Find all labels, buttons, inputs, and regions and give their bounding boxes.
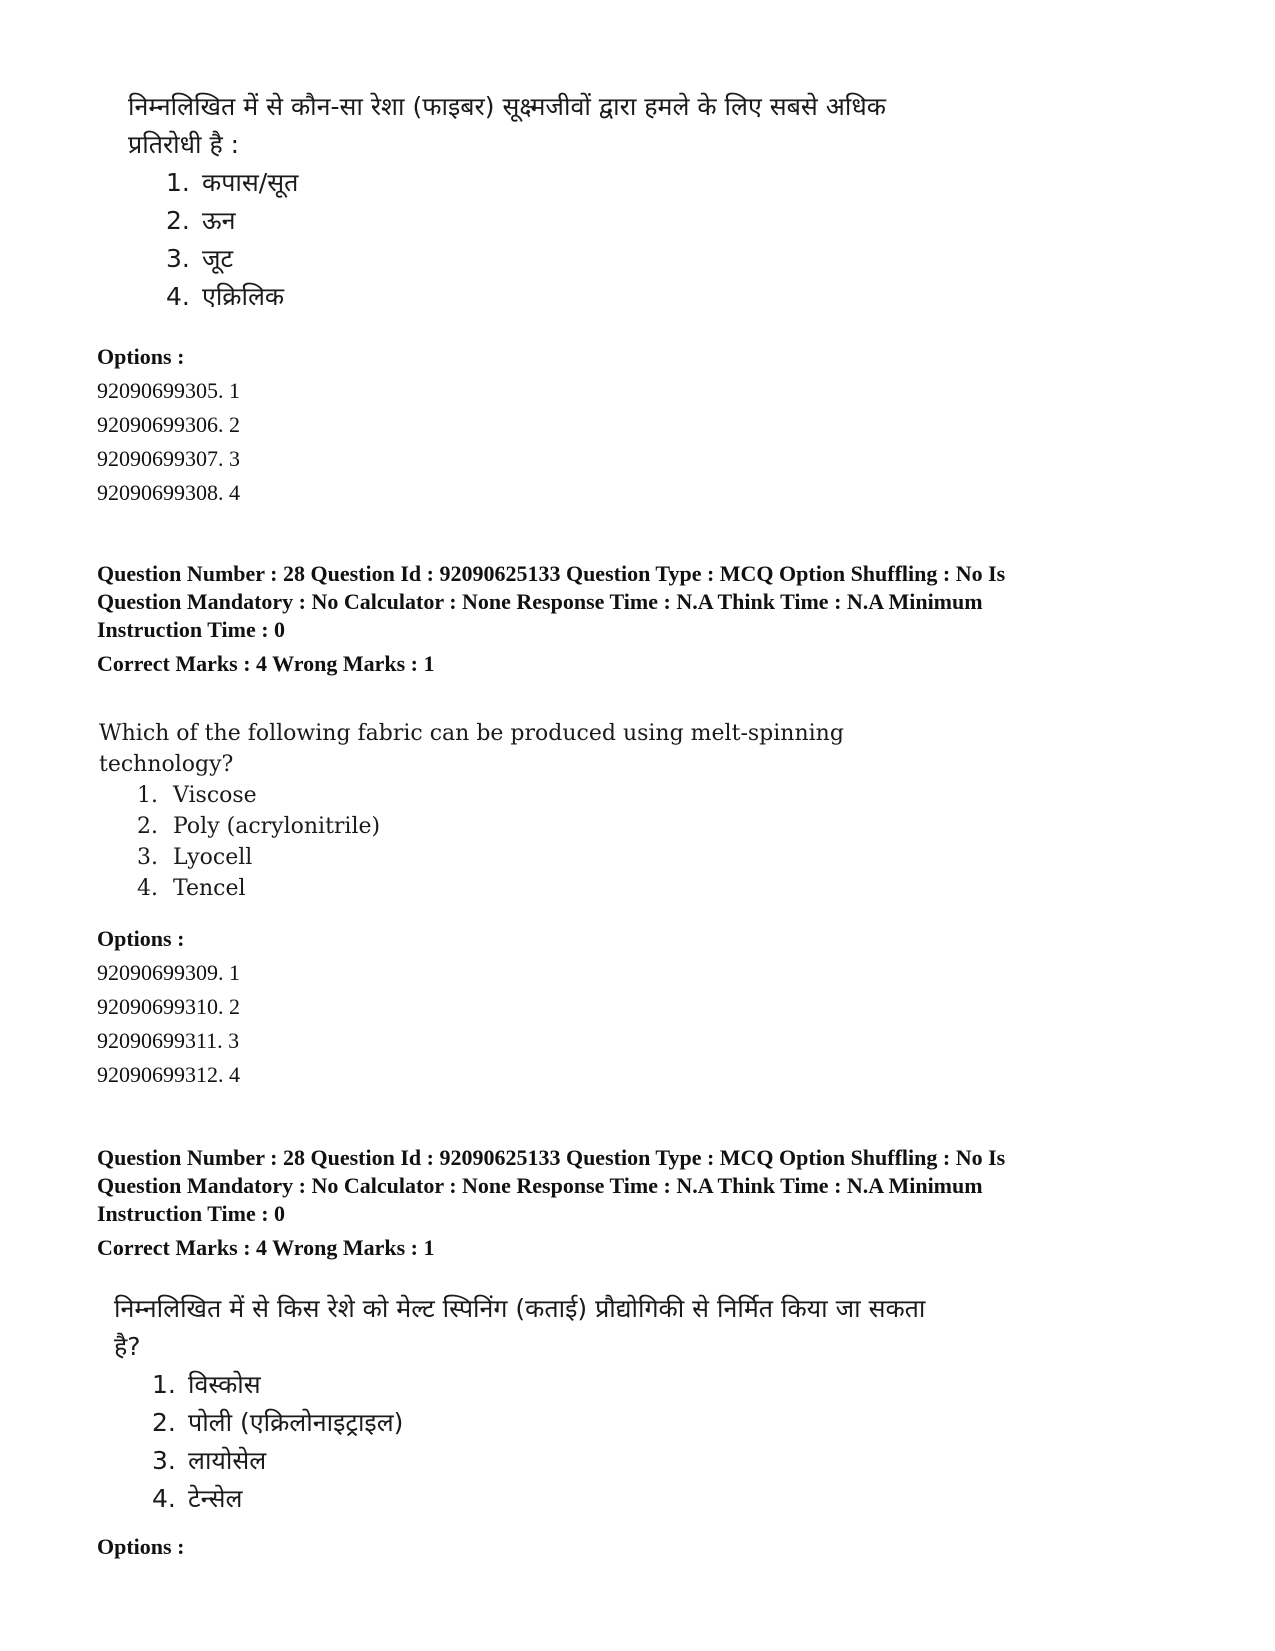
marks-line: Correct Marks : 4 Wrong Marks : 1	[97, 651, 435, 676]
options-section-3	[97, 1530, 184, 1564]
question-line: निम्नलिखित में से किस रेशे को मेल्ट स्पिनिंग (कताई) प्रौद्योगिकी से निर्मित किया जा सकता	[114, 1294, 926, 1323]
options-heading: Options :	[97, 1534, 185, 1559]
options-heading: Options :	[97, 926, 185, 951]
choice-item: 2. Poly (acrylonitrile)	[137, 814, 381, 839]
option-line: 92090699308. 4	[97, 480, 240, 505]
option-line: 92090699311. 3	[97, 1028, 240, 1053]
choice-item: 2. पोली (एक्रिलोनाइट्राइल)	[152, 1408, 404, 1437]
question-line: है?	[114, 1332, 141, 1361]
question-text-english	[99, 718, 999, 904]
choice-item: 4. टेन्सेल	[152, 1484, 243, 1513]
choice-item: 1. Viscose	[137, 783, 257, 808]
option-line: 92090699309. 1	[97, 960, 240, 985]
meta-line: Question Mandatory : No Calculator : None Response Time : N.A Think Time : N.A Minimum	[97, 1173, 983, 1198]
question-line: निम्नलिखित में से कौन-सा रेशा (फाइबर) सूक्ष्मजीवों द्वारा हमले के लिए सबसे अधिक	[128, 92, 886, 121]
question-line: technology?	[99, 752, 234, 777]
meta-line: Question Number : 28 Question Id : 92090625133 Question Type : MCQ Option Shuffling : No Is	[97, 1145, 1006, 1170]
option-line: 92090699305. 1	[97, 378, 240, 403]
choice-item: 3. जूट	[166, 244, 234, 273]
question-line: Which of the following fabric can be produced using melt-spinning	[99, 721, 844, 746]
option-line: 92090699307. 3	[97, 446, 240, 471]
choice-item: 1. कपास/सूत	[166, 168, 299, 197]
choice-item: 4. एक्रिलिक	[166, 282, 285, 311]
marks-line: Correct Marks : 4 Wrong Marks : 1	[97, 1235, 435, 1260]
option-line: 92090699312. 4	[97, 1062, 240, 1087]
choice-item: 1. विस्कोस	[152, 1370, 261, 1399]
choice-list	[166, 164, 1128, 316]
question-meta-3	[97, 1144, 1127, 1262]
choice-item: 3. Lyocell	[137, 845, 253, 870]
meta-line: Instruction Time : 0	[97, 617, 286, 642]
meta-line: Instruction Time : 0	[97, 1201, 286, 1226]
choice-item: 4. Tencel	[137, 876, 246, 901]
meta-line: Question Mandatory : No Calculator : None Response Time : N.A Think Time : N.A Minimum	[97, 589, 983, 614]
options-section-1	[97, 340, 240, 510]
choice-item: 2. ऊन	[166, 206, 236, 235]
choice-list	[137, 780, 999, 904]
meta-line: Question Number : 28 Question Id : 92090625133 Question Type : MCQ Option Shuffling : No Is	[97, 561, 1006, 586]
question-text-hindi-1	[128, 88, 1128, 316]
options-heading: Options :	[97, 344, 185, 369]
choice-list	[152, 1366, 1144, 1518]
option-line: 92090699310. 2	[97, 994, 240, 1019]
option-line: 92090699306. 2	[97, 412, 240, 437]
options-section-2	[97, 922, 240, 1092]
question-text-hindi-2	[114, 1290, 1144, 1518]
question-meta-2	[97, 560, 1127, 678]
choice-item: 3. लायोसेल	[152, 1446, 267, 1475]
question-line: प्रतिरोधी है :	[128, 130, 240, 159]
